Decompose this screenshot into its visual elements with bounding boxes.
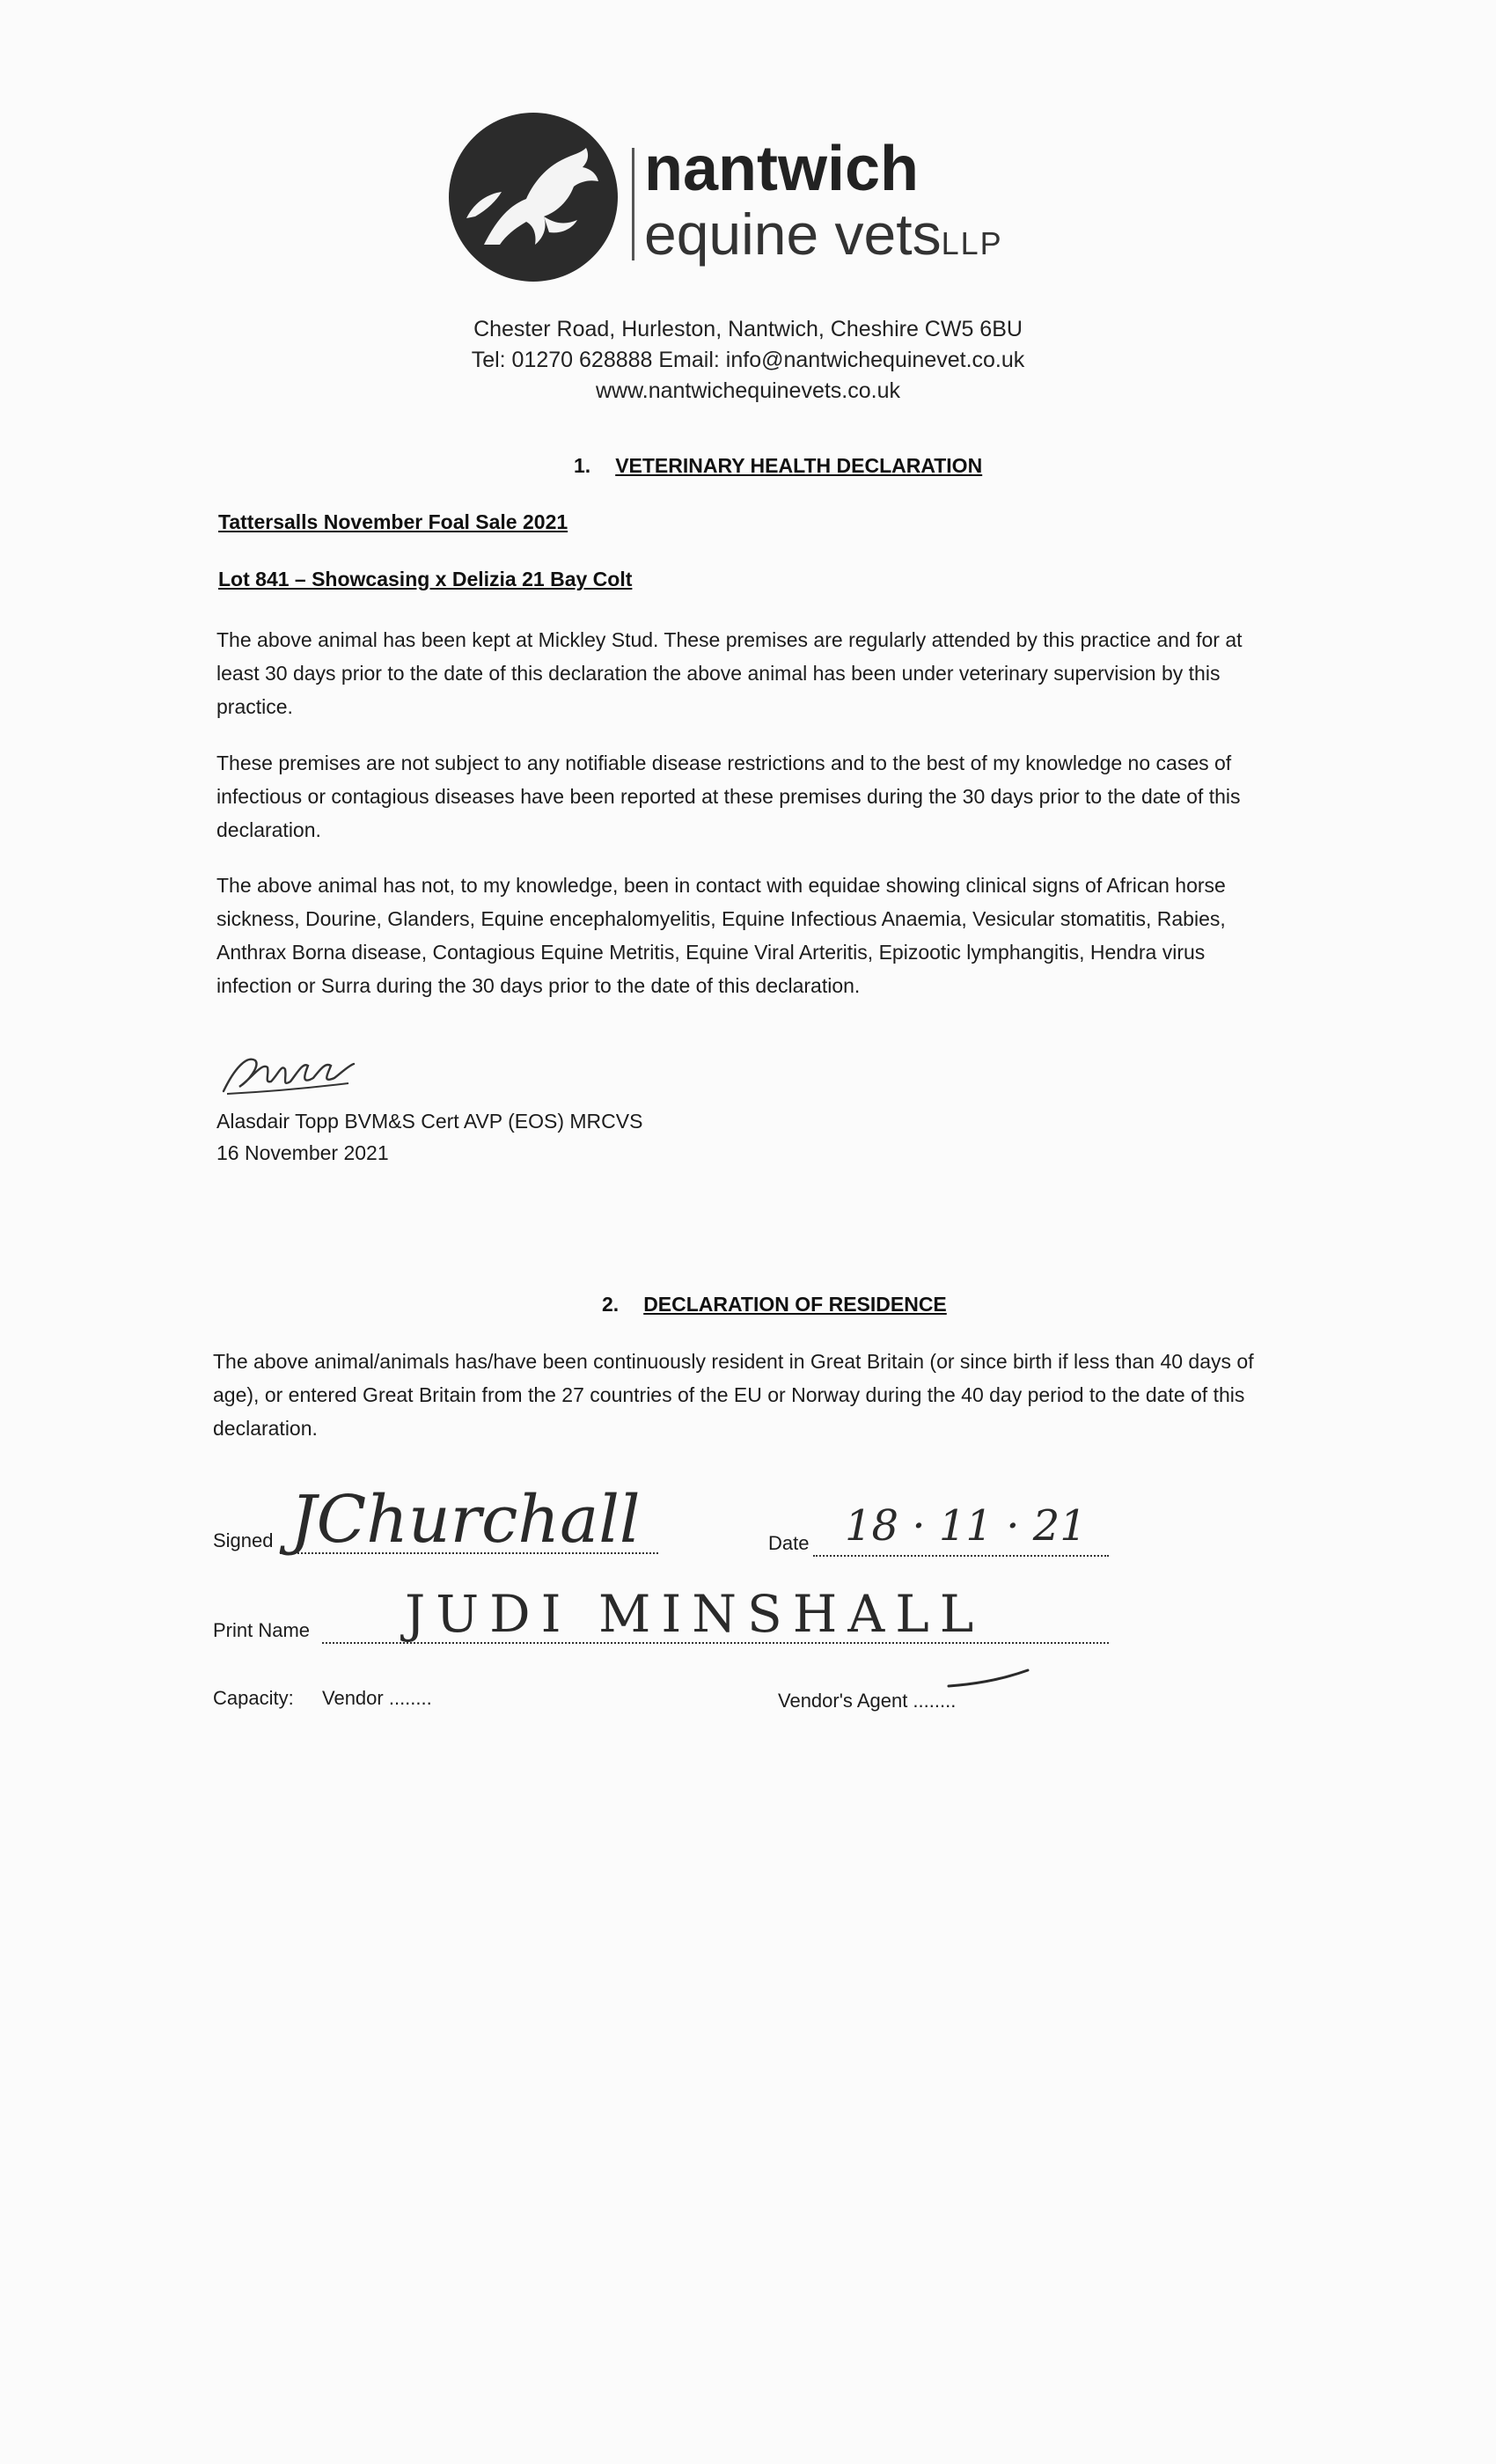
address-line: Chester Road, Hurleston, Nantwich, Cheshire CW5 6BU <box>473 317 1023 341</box>
date-dotted-line <box>813 1555 1109 1557</box>
capacity-label: Capacity: <box>213 1687 294 1709</box>
kept-paragraph: The above animal has been kept at Mickley Stud. These premises are regularly attended by this practice and for at least 30 days prior to the date of this declaration the above animal has been under veterinary supervision by this practice. <box>216 628 1243 718</box>
sale-title: Tattersalls November Foal Sale 2021 <box>218 510 568 533</box>
section2-title: DECLARATION OF RESIDENCE <box>643 1293 947 1316</box>
vet-name: Alasdair Topp BVM&S Cert AVP (EOS) MRCVS <box>216 1110 643 1133</box>
practice-name: nantwich <box>644 134 920 204</box>
date-value: 18 · 11 · 21 <box>845 1501 1087 1551</box>
section2-number: 2. <box>602 1293 620 1316</box>
vet-signature <box>216 1043 357 1100</box>
agent-tick-mark <box>945 1665 1033 1691</box>
section2-heading <box>602 1293 947 1316</box>
jumping-horse-icon <box>449 113 618 282</box>
website-line: www.nantwichequinevets.co.uk <box>595 378 901 403</box>
practice-llp: LLP <box>941 225 1003 261</box>
vendor-option: Vendor ........ <box>322 1687 432 1709</box>
disease-paragraph: These premises are not subject to any notifiable disease restrictions and to the best of my knowledge no cases of infectious or contagious diseases have been reported at these premises during the 30 days prior to the date of this declaration. <box>216 752 1241 841</box>
practice-logo <box>449 113 1021 289</box>
residence-paragraph: The above animal/animals has/have been continuously resident in Great Britain (or since birth if less than 40 days of age), or entered Great Britain from the 27 countries of the EU or Norway during the 40 day period to the date of this declaration. <box>213 1350 1254 1440</box>
date-label: Date <box>768 1532 810 1554</box>
print-name-label: Print Name <box>213 1619 311 1641</box>
practice-subname <box>644 202 1003 267</box>
vendors-agent-option: Vendor's Agent ........ <box>778 1690 957 1712</box>
logo-divider <box>632 148 634 260</box>
practice-subname-text: equine vets <box>644 202 942 267</box>
contact-line: Tel: 01270 628888 Email: info@nantwichequinevet.co.uk <box>471 348 1025 372</box>
section1-heading <box>574 454 982 478</box>
contact-paragraph: The above animal has not, to my knowledge, been in contact with equidae showing clinical signs of African horse sickness, Dourine, Glanders, Equine encephalomyelitis, Equine Infectious Anaemia, Vesicular stomatitis, Rabies, Anthrax Borna disease, Contagious Equine Metritis, Equine Viral Arteritis, Epizootic lymphangitis, Hendra virus infection or Surra during the 30 days prior to the date of this declaration. <box>216 874 1226 997</box>
section1-number: 1. <box>574 454 591 477</box>
lot-title: Lot 841 – Showcasing x Delizia 21 Bay Colt <box>218 568 633 590</box>
section1-title: VETERINARY HEALTH DECLARATION <box>615 454 983 477</box>
vet-signed-date: 16 November 2021 <box>216 1141 389 1164</box>
print-name-value: JUDI MINSHALL <box>405 1584 985 1644</box>
signed-label: Signed <box>213 1529 274 1551</box>
signed-signature: JChurchall <box>290 1482 641 1558</box>
